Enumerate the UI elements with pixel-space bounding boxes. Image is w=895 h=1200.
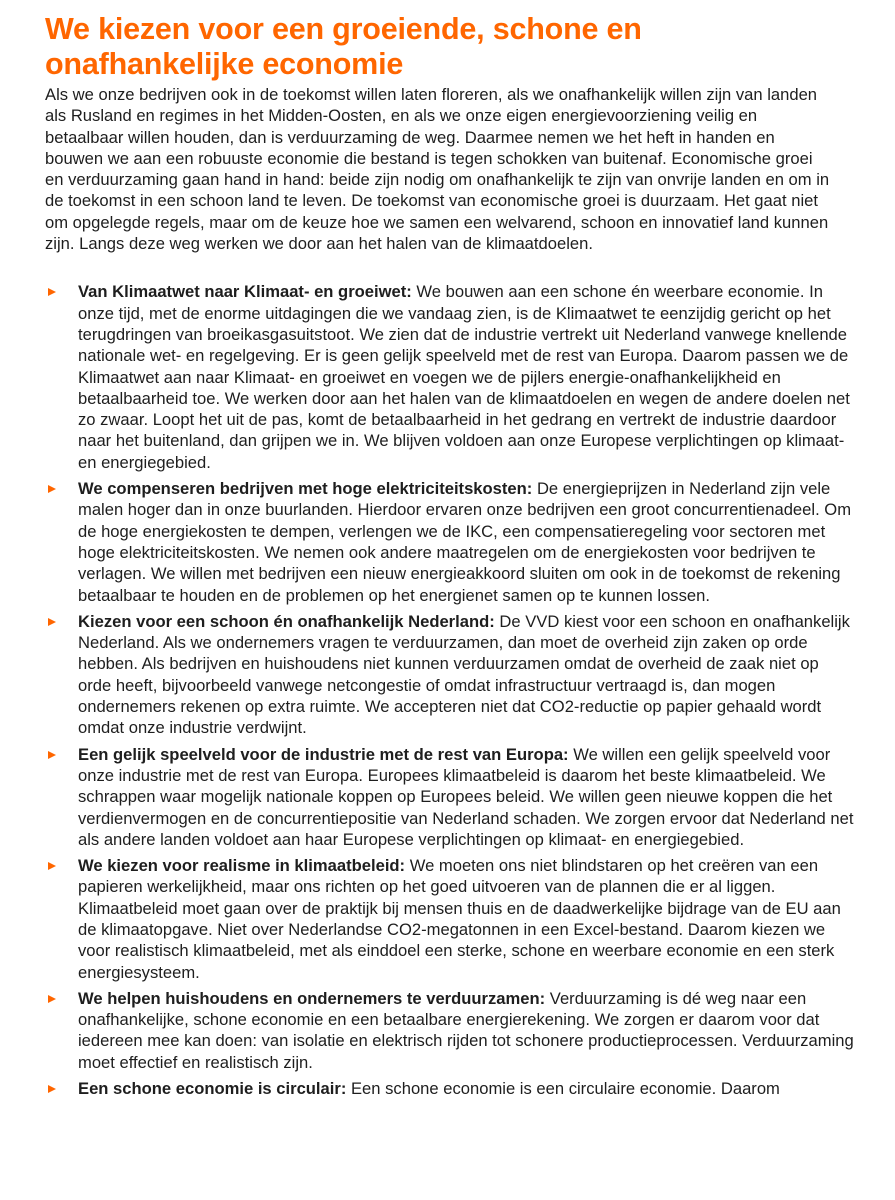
bullet-text: De VVD kiest voor een schoon en onafhankelijk Nederland. Als we ondernemers vragen te verduurzamen, dan moet de overheid zijn zaken op orde hebben. Als bedrijven en huishoudens niet kunnen verduurzamen omdat de overheid de zaak niet op orde heeft, bijvoorbeeld vanwege netcongestie of omdat infrastructuur vertraagd is, dan mogen ondernemers rekenen op extra ruimte. We accepteren niet dat CO2-reductie op papier gehaald wordt omdat onze industrie verdwijnt.: [78, 611, 850, 738]
bullet-lead: We kiezen voor realisme in klimaatbeleid:: [78, 856, 406, 876]
bullet-lead: Kiezen voor een schoon én onafhankelijk Nederland:: [78, 611, 495, 631]
bullet-lead: We helpen huishoudens en ondernemers te verduurzamen:: [78, 988, 546, 1008]
bullet-text: We moeten ons niet blindstaren op het creëren van een papieren werkelijkheid, maar ons richten op het goed uitvoeren van de plannen die er al liggen. Klimaatbeleid moet gaan over de praktijk bij mensen thuis en de daadwerkelijke bijdrage van de EU aan de klimaatopgave. Niet over Nederlandse CO2-megatonnen in een Excel-bestand. Daarom kiezen we voor realistisch klimaatbeleid, met als einddoel een sterke, schone en weerbare economie en een sterk energiesysteem.: [78, 856, 841, 982]
bullet-arrow-icon: [48, 485, 56, 493]
list-item: [45, 855, 856, 983]
list-item: [45, 988, 856, 1073]
list-item: [45, 478, 856, 606]
bullet-arrow-icon: [48, 862, 56, 870]
bullet-arrow-icon: [48, 288, 56, 296]
document-page: [45, 12, 854, 1104]
bullet-text: We bouwen aan een schone én weerbare economie. In onze tijd, met de enorme uitdagingen die we vandaag zien, is de Klimaatwet te eenzijdig gericht op het terugdringen van broeikasgasuitstoot. We zien dat de industrie vertrekt uit Nederland vanwege knellende nationale wet- en regelgeving. Er is geen gelijk speelveld met de rest van Europa. Daarom passen we de Klimaatwet aan naar Klimaat- en groeiwet en voegen we de pijlers energie-onafhankelijkheid en betaalbaarheid toe. We werken door aan het halen van de klimaatdoelen en wegen de andere doelen net zo zwaar. Loopt het uit de pas, komt de betaalbaarheid in het gedrang en vertrekt de industrie daardoor naar het buitenland, dan grijpen we in. We blijven voldoen aan onze Europese verplichtingen op klimaat- en energiegebied.: [78, 282, 850, 472]
intro-paragraph: Als we onze bedrijven ook in de toekomst willen laten floreren, als we onafhankelijk willen zijn van landen als Rusland en regimes in het Midden-Oosten, en als we onze eigen energievoorziening veilig en betaalbaar willen houden, dan is verduurzaming de weg. Daarmee nemen we het heft in handen en bouwen we aan een robuuste economie die bestand is tegen schokken van buitenaf. Economische groei en verduurzaming gaan hand in hand: beide zijn nodig om onafhankelijk te zijn van onvrije landen en om in de toekomst in een schoon land te leven. De toekomst van economische groei is duurzaam. Het gaat niet om opgelegde regels, maar om de keuze hoe we samen een welvarend, schoon en innovatief land kunnen zijn. Langs deze weg werken we door aan het halen van de klimaatdoelen.: [45, 85, 830, 254]
bullet-text: Een schone economie is een circulaire economie. Daarom: [346, 1079, 780, 1099]
bullet-arrow-icon: [48, 995, 56, 1003]
bullet-text: Verduurzaming is dé weg naar een onafhankelijke, schone economie en een betaalbare energierekening. We zorgen er daarom voor dat iedereen mee kan doen: van isolatie en elektrisch rijden tot schonere productieprocessen. Verduurzaming moet effectief en realistisch zijn.: [78, 988, 854, 1072]
bullet-text: De energieprijzen in Nederland zijn vele malen hoger dan in onze buurlanden. Hierdoor ervaren onze bedrijven een groot concurrentienadeel. Om de hoge energiekosten te dempen, verlengen we de IKC, een compensatieregeling voor sectoren met hoge elektriciteitskosten. We nemen ook andere maatregelen om de energiekosten voor bedrijven te verlagen. We willen met bedrijven een nieuw energieakkoord sluiten om ook in de toekomst de rekening betaalbaar te houden en de problemen op het energienet samen op te kunnen lossen.: [78, 479, 852, 605]
list-item: [45, 611, 856, 739]
bullet-arrow-icon: [48, 751, 56, 759]
list-item: [45, 1078, 856, 1099]
page-title: We kiezen voor een groeiende, schone en onafhankelijke economie: [45, 12, 642, 81]
bullet-lead: We compenseren bedrijven met hoge elektriciteitskosten:: [78, 479, 533, 499]
bullet-arrow-icon: [48, 1085, 56, 1093]
bullet-list: [45, 281, 854, 1099]
bullet-lead: Een gelijk speelveld voor de industrie met de rest van Europa:: [78, 744, 569, 764]
bullet-arrow-icon: [48, 618, 56, 626]
list-item: [45, 281, 856, 473]
list-item: [45, 744, 856, 850]
bullet-lead: Van Klimaatwet naar Klimaat- en groeiwet:: [78, 282, 412, 302]
bullet-lead: Een schone economie is circulair:: [78, 1079, 347, 1099]
bullet-text: We willen een gelijk speelveld voor onze industrie met de rest van Europa. Europees klimaatbeleid is daarom het beste klimaatbeleid. We schrappen waar mogelijk nationale koppen op Europees beleid. We willen geen nieuwe koppen die het verdienvermogen en de concurrentiepositie van Nederland schaden. We zorgen ervoor dat Nederland net als andere landen voldoet aan haar Europese verplichtingen op klimaat- en energiegebied.: [78, 744, 854, 849]
